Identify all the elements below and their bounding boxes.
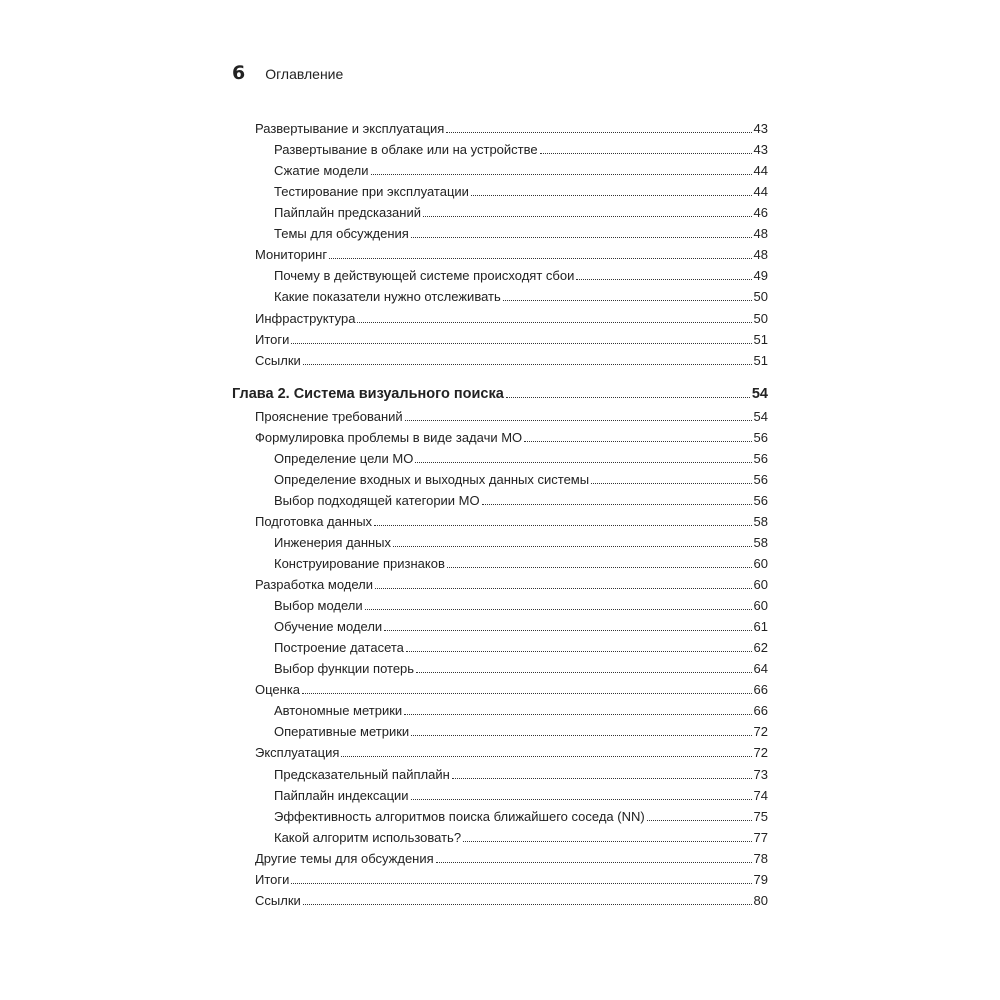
- toc-entry-title: Сжатие модели: [274, 163, 369, 179]
- toc-entry-page: 49: [753, 268, 768, 284]
- toc-entry-title: Автономные метрики: [274, 703, 403, 719]
- toc-entry-title: Какие показатели нужно отслеживать: [274, 289, 501, 305]
- toc-entry-title: Прояснение требований: [255, 408, 403, 424]
- toc-entry-title: Разработка модели: [255, 577, 374, 593]
- toc-entry-title: Какой алгоритм использовать?: [274, 829, 462, 845]
- toc-entry-title: Предсказательный пайплайн: [274, 766, 450, 782]
- page-number: 6: [232, 62, 246, 84]
- toc-entry-page: 77: [753, 829, 768, 845]
- toc-entry-title: Другие темы для обсуждения: [255, 850, 434, 866]
- toc-entry-page: 56: [753, 471, 768, 487]
- toc-leader-dots: [393, 546, 752, 547]
- toc-entry-title: Инженерия данных: [274, 535, 392, 550]
- toc-leader-dots: [365, 609, 752, 610]
- toc-entry-page: 66: [753, 703, 768, 719]
- toc-entry: [232, 552, 768, 572]
- toc-entry-title: Выбор функции потерь: [274, 661, 415, 677]
- toc-leader-dots: [357, 322, 751, 323]
- toc-entry-page: 54: [751, 385, 768, 402]
- toc-entry-title: Определение входных и выходных данных системы: [274, 471, 590, 487]
- toc-entry-title: Итоги: [255, 331, 290, 347]
- toc-entry-page: 56: [753, 450, 768, 466]
- toc-entry-page: 72: [753, 745, 768, 761]
- toc-entry-title: Темы для обсуждения: [274, 226, 409, 242]
- toc-entry: [232, 349, 768, 369]
- toc-leader-dots: [463, 841, 751, 842]
- toc-leader-dots: [482, 504, 752, 505]
- toc-entry-title: Итоги: [255, 871, 290, 887]
- toc-leader-dots: [524, 441, 751, 442]
- toc-leader-dots: [415, 462, 751, 463]
- toc-entry-page: 62: [753, 640, 768, 656]
- toc-entry-page: 48: [753, 226, 768, 242]
- toc-entry-page: 73: [753, 766, 768, 782]
- toc-entry-page: 43: [753, 121, 768, 136]
- toc-entry-page: 66: [753, 682, 768, 698]
- toc-entry-page: 60: [753, 577, 768, 593]
- toc-entry: [232, 264, 768, 284]
- toc-entry-page: 51: [753, 352, 768, 368]
- toc-leader-dots: [384, 630, 751, 631]
- toc-entry: [232, 201, 768, 221]
- toc-entry: [232, 243, 768, 263]
- toc-entry: [232, 285, 768, 305]
- toc-entry: [232, 741, 768, 761]
- toc-entry-title: Развертывание и эксплуатация: [255, 121, 445, 136]
- toc-entry-title: Подготовка данных: [255, 513, 373, 529]
- toc-entry-title: Оценка: [255, 682, 301, 698]
- toc-entry-title: Конструирование признаков: [274, 556, 445, 571]
- toc-entry-title: Построение датасета: [274, 640, 404, 656]
- toc-entry-page: 58: [753, 513, 768, 529]
- toc-entry: [232, 138, 768, 158]
- toc-leader-dots: [329, 258, 751, 259]
- toc-leader-dots: [411, 799, 752, 800]
- toc-entry: [232, 468, 768, 488]
- toc-leader-dots: [471, 195, 752, 196]
- toc-entry-title: Мониторинг: [255, 247, 328, 263]
- toc-entry-title: Пайплайн предсказаний: [274, 205, 421, 221]
- toc-leader-dots: [423, 216, 752, 217]
- toc-entry-page: 72: [753, 724, 768, 740]
- toc-entry: [232, 699, 768, 719]
- toc-entry-title: Развертывание в облаке или на устройстве: [274, 142, 538, 158]
- toc-entry: [232, 307, 768, 327]
- toc-entry-page: 58: [753, 535, 768, 550]
- toc-entry-page: 74: [753, 787, 768, 803]
- toc-chapter-entry: [232, 382, 768, 402]
- toc-leader-dots: [452, 778, 752, 779]
- toc-entry-page: 51: [753, 331, 768, 347]
- toc-entry-page: 80: [753, 892, 768, 908]
- running-title: Оглавление: [265, 66, 344, 82]
- toc-leader-dots: [291, 883, 751, 884]
- toc-leader-dots: [405, 420, 752, 421]
- toc-entry: [232, 573, 768, 593]
- toc-entry: [232, 826, 768, 846]
- toc-entry-page: 78: [753, 850, 768, 866]
- toc-entry-page: 50: [753, 310, 768, 326]
- toc-entry-page: 43: [753, 142, 768, 158]
- toc-entry: [232, 678, 768, 698]
- toc-entry-page: 64: [753, 661, 768, 677]
- toc-entry: [232, 222, 768, 242]
- toc-entry-page: 61: [753, 619, 768, 635]
- toc-entry: [232, 489, 768, 509]
- toc-leader-dots: [303, 904, 752, 905]
- toc-entry: [232, 594, 768, 614]
- page-header: [232, 62, 343, 84]
- toc-leader-dots: [341, 756, 751, 757]
- toc-entry-title: Ссылки: [255, 352, 301, 368]
- toc-leader-dots: [591, 483, 751, 484]
- toc-leader-dots: [576, 279, 751, 280]
- toc-entry: [232, 117, 768, 137]
- toc-entry-page: 79: [753, 871, 768, 887]
- toc-entry: [232, 784, 768, 804]
- toc-leader-dots: [303, 364, 752, 365]
- toc-entry: [232, 805, 768, 825]
- toc-entry-page: 56: [753, 429, 768, 445]
- toc-entry-title: Тестирование при эксплуатации: [274, 184, 469, 200]
- toc-leader-dots: [436, 862, 752, 863]
- toc-leader-dots: [647, 820, 752, 821]
- toc-entry: [232, 405, 768, 425]
- toc-entry-title: Ссылки: [255, 892, 301, 908]
- toc-leader-dots: [375, 588, 752, 589]
- toc-entry-page: 54: [753, 408, 768, 424]
- toc-entry-page: 44: [753, 184, 768, 200]
- toc-entry-title: Выбор подходящей категории МО: [274, 492, 480, 508]
- toc-entry-page: 48: [753, 247, 768, 263]
- toc-entry: [232, 889, 768, 909]
- toc-leader-dots: [416, 672, 751, 673]
- toc-entry: [232, 159, 768, 179]
- toc-leader-dots: [302, 693, 752, 694]
- toc-entry: [232, 868, 768, 888]
- toc-leader-dots: [503, 300, 752, 301]
- toc-entry-page: 44: [753, 163, 768, 179]
- toc-entry-title: Инфраструктура: [255, 310, 356, 326]
- toc-entry-page: 60: [753, 556, 768, 571]
- toc-entry: [232, 510, 768, 530]
- toc-leader-dots: [446, 132, 751, 133]
- toc-leader-dots: [540, 153, 752, 154]
- toc-leader-dots: [411, 237, 752, 238]
- toc-entry-title: Выбор модели: [274, 598, 363, 614]
- toc-leader-dots: [447, 567, 752, 568]
- toc-entry: [232, 328, 768, 348]
- toc-leader-dots: [374, 525, 751, 526]
- toc-leader-dots: [411, 735, 751, 736]
- toc-entry-title: Почему в действующей системе происходят сбои: [274, 268, 575, 284]
- toc-entry-title: Определение цели МО: [274, 450, 414, 466]
- toc-leader-dots: [291, 343, 751, 344]
- toc-entry: [232, 636, 768, 656]
- toc-entry-page: 50: [753, 289, 768, 305]
- toc-entry-title: Формулировка проблемы в виде задачи МО: [255, 429, 523, 445]
- toc-entry-title: Обучение модели: [274, 619, 383, 635]
- toc-entry: [232, 615, 768, 635]
- toc-entry: [232, 426, 768, 446]
- toc-entry-title: Эксплуатация: [255, 745, 340, 761]
- toc-entry: [232, 531, 768, 551]
- toc-entry-title: Оперативные метрики: [274, 724, 410, 740]
- toc-entry: [232, 180, 768, 200]
- toc-leader-dots: [371, 174, 752, 175]
- toc-entry-page: 56: [753, 492, 768, 508]
- toc-entry: [232, 847, 768, 867]
- toc-entry-title: Пайплайн индексации: [274, 787, 409, 803]
- toc-entry-title: Эффективность алгоритмов поиска ближайшего соседа (NN): [274, 808, 645, 824]
- toc-entry: [232, 447, 768, 467]
- toc-entry-title: Глава 2. Система визуального поиска: [232, 385, 504, 402]
- toc-entry-page: 60: [753, 598, 768, 614]
- toc-entry: [232, 763, 768, 783]
- toc-entry: [232, 720, 768, 740]
- toc-leader-dots: [406, 651, 752, 652]
- toc-entry-page: 46: [753, 205, 768, 221]
- toc-entry: [232, 657, 768, 677]
- toc-leader-dots: [506, 397, 750, 398]
- toc-leader-dots: [404, 714, 751, 715]
- toc-entry-page: 75: [753, 808, 768, 824]
